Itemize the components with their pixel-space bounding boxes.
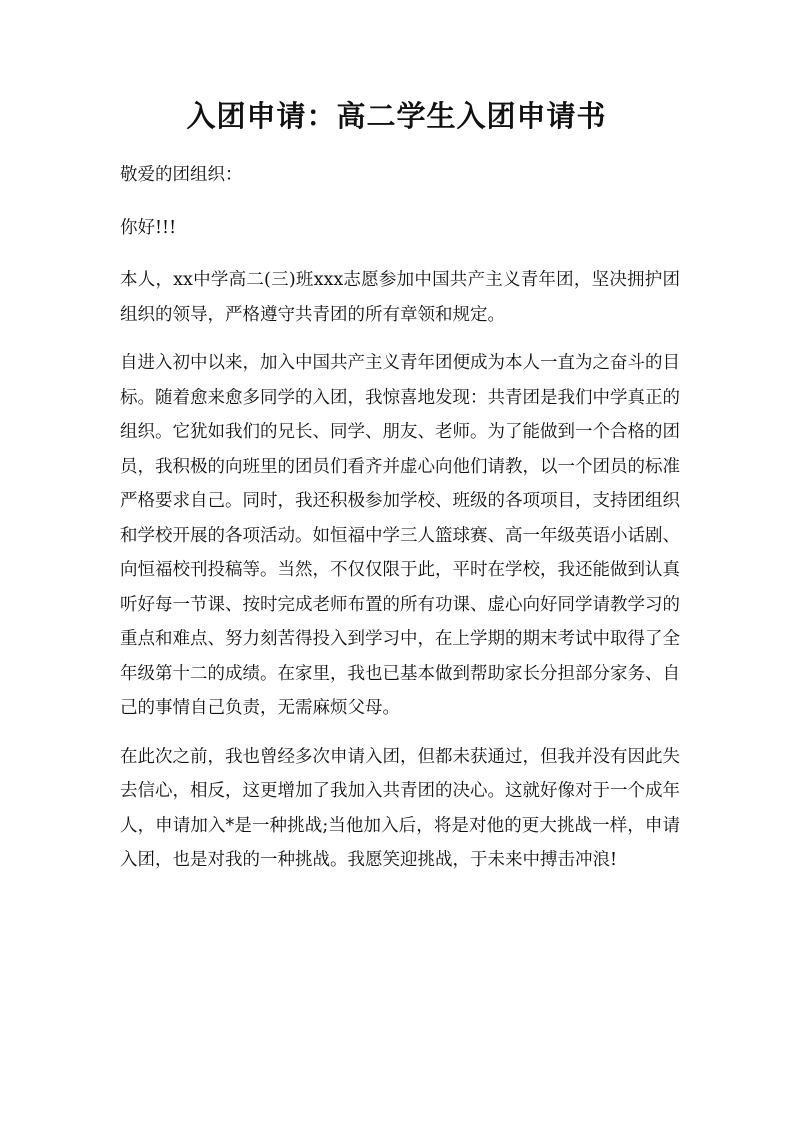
salutation: 敬爱的团组织：	[120, 165, 243, 185]
document-body	[120, 158, 680, 892]
greeting: 你好!!!	[120, 217, 177, 238]
body-paragraph: 本人，xx中学高二(三)班xxx志愿参加中国共产主义青年团，坚决拥护团组织的领导，严格遵守共青团的所有章领和规定。	[120, 270, 680, 325]
body-paragraph: 自进入初中以来，加入中国共产主义青年团便成为本人一直为之奋斗的目标。随着愈来愈多同学的入团，我惊喜地发现：共青团是我们中学真正的组织。它犹如我们的兄长、同学、朋友、老师。为了能做到一个合格的团员，我积极的向班里的团员们看齐并虚心向他们请教，以一个团员的标准严格要求自己。同时，我还积极参加学校、班级的各项项目，支持团组织和学校开展的各项活动。如恒福中学三人篮球赛、高一年级英语小话剧、向恒福校刊投稿等。当然，不仅仅限于此，平时在学校，我还能做到认真听好每一节课、按时完成老师布置的所有功课、虚心向好同学请教学习的重点和难点、努力刻苦得投入到学习中，在上学期的期末考试中取得了全年级第十二的成绩。在家里，我也已基本做到帮助家长分担部分家务、自己的事情自己负责，无需麻烦父母。	[120, 353, 680, 718]
body-paragraph: 在此次之前，我也曾经多次申请入团，但都未获通过，但我并没有因此失去信心，相反，这更增加了我加入共青团的决心。这就好像对于一个成年人，申请加入*是一种挑战;当他加入后，将是对他的更大挑战一样，申请入团，也是对我的一种挑战。我愿笑迎挑战，于未来中搏击冲浪!	[120, 746, 680, 870]
document-title: 入团申请：高二学生入团申请书	[186, 99, 607, 133]
